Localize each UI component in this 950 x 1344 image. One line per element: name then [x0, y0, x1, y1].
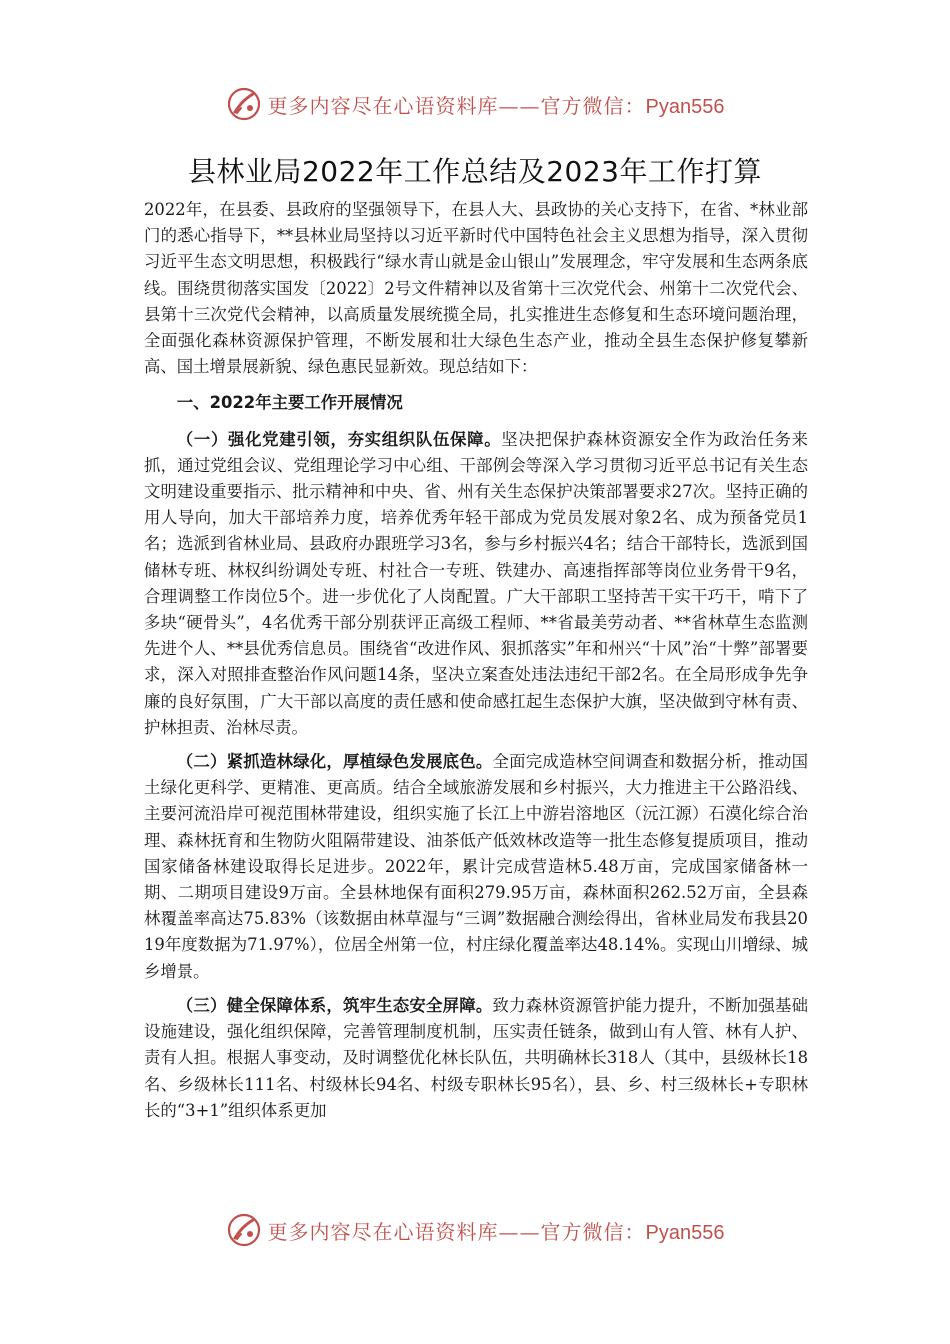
document-body [144, 197, 808, 1124]
footer-banner [0, 1210, 950, 1250]
banner-slogan: 更多内容尽在心语资料库 [267, 93, 499, 118]
intro-paragraph: 2022年，在县委、县政府的坚强领导下，在县人大、县政协的关心支持下，在省、*林业部门的悉心指导下，**县林业局坚持以习近平新时代中国特色社会主义思想为指导，深入贯彻习近平生态文明思想，积极践行“绿水青山就是金山银山”发展理念，牢守发展和生态两条底线。围绕贯彻落实国发〔2022〕2号文件精神以及省第十三次党代会、州第十二次党代会、县第十三次党代会精神，以高质量发展统揽全局，扎实推进生态修复和生态环境问题治理，全面强化森林资源保护管理，不断发展和壮大绿色生态产业，推动全县生态保护修复攀新高、国土增景展新貌、绿色惠民显新效。现总结如下： [144, 200, 808, 377]
document-title: 县林业局2022年工作总结及2023年工作打算 [187, 155, 763, 188]
banner-wechat-label: 官方微信： [540, 93, 646, 118]
item-body-3: 致力森林资源管护能力提升，不断加强基础设施建设，强化组织保障，完善管理制度机制，压实责任链条，做到山有人管、林有人护、责有人担。根据人事变动，及时调整优化林长队伍，共明确林长318人（其中，县级林长18名、乡级林长111名、村级林长94名、村级专职林长95名），县、乡、村三级林长+专职林长的“3+1”组织体系更加 [144, 995, 809, 1120]
item-paragraph-3 [144, 993, 808, 1124]
banner-slogan: 更多内容尽在心语资料库 [267, 1219, 499, 1244]
item-body-1: 坚决把保护森林资源安全作为政治任务来抓，通过党组会议、党组理论学习中心组、干部例会等深入学习贯彻习近平总书记有关生态文明建设重要指示、批示精神和中央、省、州有关生态保护决策部署要求27次。坚持正确的用人导向，加大干部培养力度，培养优秀年轻干部成为党员发展对象2名、成为预备党员1名；选派到省林业局、县政府办跟班学习3名，参与乡村振兴4名；结合干部特长，选派到国储林专班、林权纠纷调处专班、村社合一专班、铁建办、高速指挥部等岗位业务骨干9名，合理调整工作岗位5个。进一步优化了人岗配置。广大干部职工坚持苦干实干巧干，啃下了多块“硬骨头”，4名优秀干部分别获评正高级工程师、**省最美劳动者、**省林草生态监测先进个人、**县优秀信息员。围绕省“改进作风、狠抓落实”年和州兴“十风”治“十弊”部署要求，深入对照排查整治作风问题14条，坚决立案查处违法违纪干部2名。在全局形成争先争廉的良好氛围，广大干部以高度的责任感和使命感扛起生态保护大旗，坚决做到守林有责、护林担责、治林尽责。 [144, 429, 808, 737]
banner-separator: —— [498, 1219, 541, 1244]
section-heading: 一、2022年主要工作开展情况 [176, 393, 403, 413]
pen-logo-icon [226, 86, 262, 122]
banner-wechat-id: Pyan556 [645, 1221, 725, 1244]
banner-text [268, 90, 725, 119]
item-lead-1: （一）强化党建引领，夯实组织队伍保障。 [176, 429, 502, 449]
item-paragraph-2 [144, 749, 808, 985]
item-body-2: 全面完成造林空间调查和数据分析，推动国土绿化更科学、更精准、更高质。结合全域旅游发展和乡村振兴，大力推进主干公路沿线、主要河流沿岸可视范围林带建设，组织实施了长江上中游岩溶地区（沅江源）石漠化综合治理、森林抚育和生物防火阻隔带建设、油茶低产低效林改造等一批生态修复提质项目，推动国家储备林建设取得长足进步。2022年，累计完成营造林5.48万亩，完成国家储备林一期、二期项目建设9万亩。全县林地保有面积279.95万亩，森林面积262.52万亩，全县森林覆盖率高达75.83%（该数据由林草湿与“三调”数据融合测绘得出，省林业局发布我县2019年度数据为71.97%），位居全州第一位，村庄绿化覆盖率达48.14%。实现山川增绿、城乡增景。 [144, 752, 809, 981]
item-paragraph-1 [144, 427, 808, 741]
item-lead-3: （三）健全保障体系，筑牢生态安全屏障。 [176, 995, 493, 1015]
banner-separator: —— [498, 93, 541, 118]
pen-logo-icon [226, 1212, 262, 1248]
banner-text [268, 1216, 725, 1245]
header-banner [0, 84, 950, 124]
banner-wechat-label: 官方微信： [540, 1219, 646, 1244]
item-lead-2: （二）紧抓造林绿化，厚植绿色发展底色。 [176, 752, 493, 772]
banner-wechat-id: Pyan556 [645, 95, 725, 118]
